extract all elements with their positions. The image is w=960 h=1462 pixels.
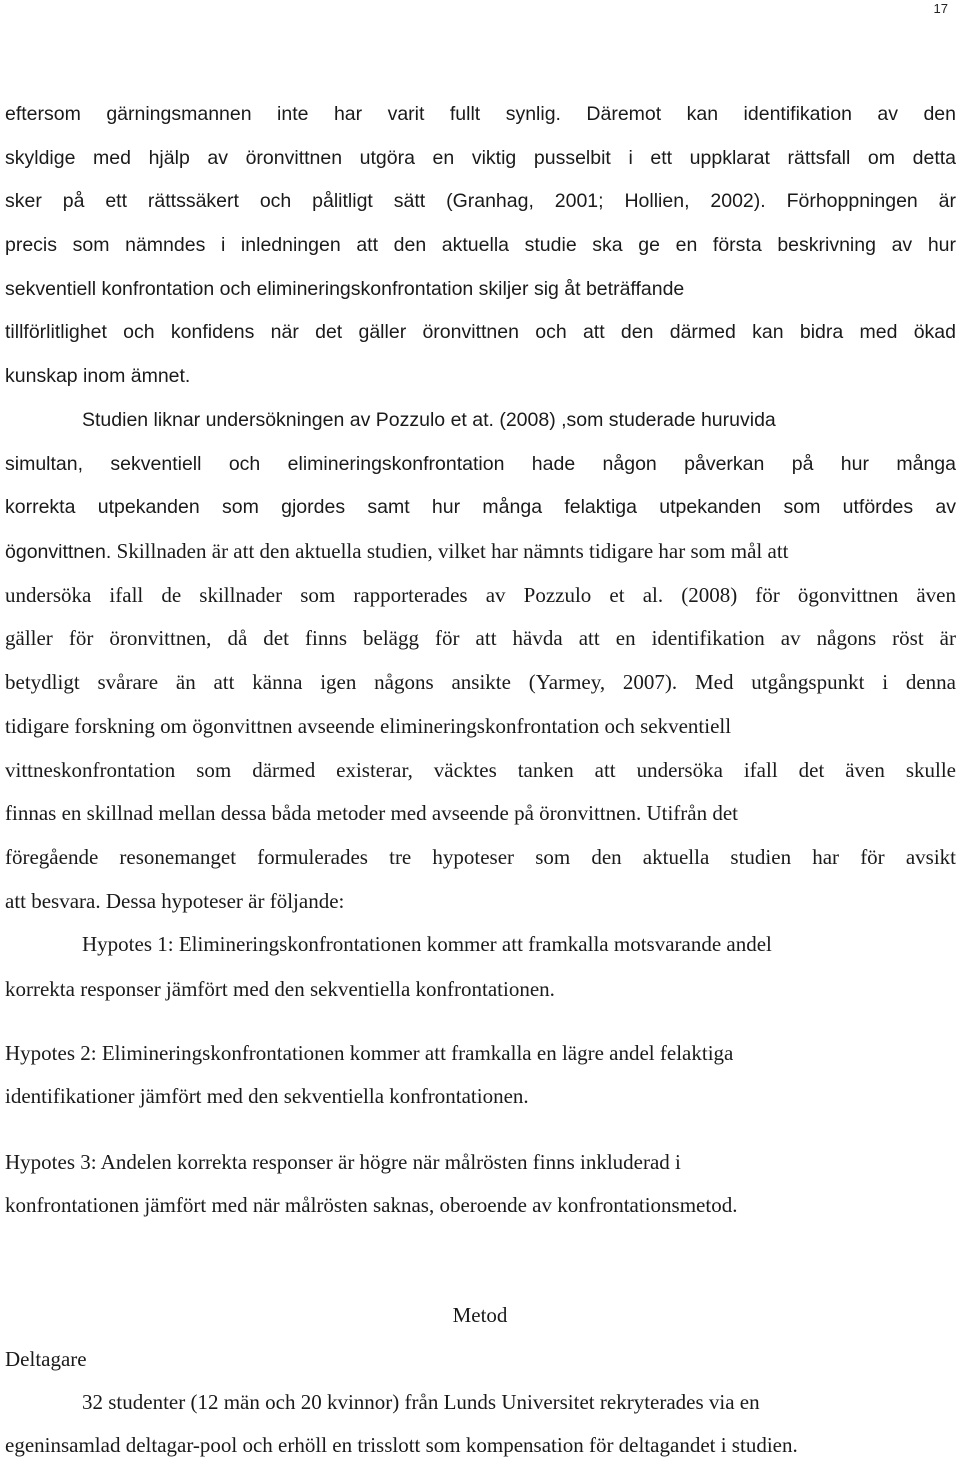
text-segment: vittneskonfrontation som därmed existerar, väcktes tanken att undersöka ifall det även skulle <box>5 758 956 782</box>
text-line <box>5 451 956 477</box>
text-line <box>5 844 956 870</box>
text-segment: finnas en skillnad mellan dessa båda metoder med avseende på öronvittnen. Utifrån det <box>5 801 739 825</box>
text-segment: ögonvittnen. <box>5 541 117 563</box>
text-segment: gäller för öronvittnen, då det finns belägg för att hävda att en identifikation av någons röst är <box>5 626 956 650</box>
text-segment: egeninsamlad deltagar-pool och erhöll en trisslott som kompensation för deltagandet i studien. <box>5 1433 798 1457</box>
text-line <box>5 538 956 565</box>
text-segment: att besvara. Dessa hypoteser är följande: <box>5 889 345 913</box>
hypothesis-1-line <box>5 976 956 1002</box>
text-segment: Hypotes 1: Elimineringskonfrontationen kommer att framkalla motsvarande andel <box>82 932 772 956</box>
hypothesis-3-line <box>5 1149 956 1175</box>
text-segment: korrekta utpekanden som gjordes samt hur många felaktiga utpekanden som utfördes av <box>5 496 956 518</box>
text-line <box>5 232 956 258</box>
text-segment: Deltagare <box>5 1347 87 1371</box>
text-segment: precis som nämndes i inledningen att den aktuella studie ska ge en första beskrivning av hur <box>5 234 956 256</box>
text-segment: Skillnaden är att den aktuella studien, vilket har nämnts tidigare har som mål att <box>116 539 789 563</box>
text-segment: Metod <box>452 1303 508 1327</box>
text-segment: Studien liknar undersökningen av Pozzulo et at. (2008) ,som studerade huruvida <box>82 409 776 431</box>
text-line <box>5 757 956 783</box>
text-line <box>5 494 956 520</box>
text-line <box>5 713 956 739</box>
text-line <box>5 145 956 171</box>
text-segment: kunskap inom ämnet. <box>5 365 191 387</box>
hypothesis-2-line <box>5 1083 956 1109</box>
text-segment: Hypotes 2: Elimineringskonfrontationen kommer att framkalla en lägre andel felaktiga <box>5 1041 734 1065</box>
text-line <box>5 363 956 389</box>
text-segment: tillförlitlighet och konfidens när det gäller öronvittnen och att den därmed kan bidra med ökad <box>5 321 956 343</box>
text-line <box>5 276 956 302</box>
text-line <box>82 1389 956 1415</box>
text-segment: tidigare forskning om ögonvittnen avseende elimineringskonfrontation och sekventiell <box>5 714 732 738</box>
text-line <box>5 101 956 127</box>
text-segment: sker på ett rättssäkert och pålitligt sätt (Granhag, 2001; Hollien, 2002). Förhoppningen är <box>5 190 956 212</box>
text-segment: betydligt svårare än att känna igen någons ansikte (Yarmey, 2007). Med utgångspunkt i denna <box>5 670 956 694</box>
text-line <box>5 669 956 695</box>
text-line <box>5 888 956 914</box>
text-segment: eftersom gärningsmannen inte har varit fullt synlig. Däremot kan identifikation av den <box>5 103 956 125</box>
text-segment: sekventiell konfrontation och elimineringskonfrontation skiljer sig åt beträffande <box>5 278 685 300</box>
text-line <box>5 800 956 826</box>
hypothesis-1-line <box>82 931 956 957</box>
section-heading-metod <box>0 1302 960 1328</box>
text-segment: skyldige med hjälp av öronvittnen utgöra en viktig pusselbit i ett uppklarat rättsfall om detta <box>5 147 956 169</box>
hypothesis-3-line <box>5 1192 956 1218</box>
text-segment: simultan, sekventiell och elimineringskonfrontation hade någon påverkan på hur många <box>5 453 956 475</box>
hypothesis-2-line <box>5 1040 956 1066</box>
text-segment: föregående resonemanget formulerades tre hypoteser som den aktuella studien har för avsikt <box>5 845 956 869</box>
text-line <box>5 188 956 214</box>
text-segment: 32 studenter (12 män och 20 kvinnor) från Lunds Universitet rekryterades via en <box>82 1390 760 1414</box>
text-segment: identifikationer jämfört med den sekventiella konfrontationen. <box>5 1084 529 1108</box>
text-line <box>5 582 956 608</box>
text-line <box>5 625 956 651</box>
text-segment: Hypotes 3: Andelen korrekta responser är högre när målrösten finns inkluderad i <box>5 1150 681 1174</box>
subheading-deltagare <box>5 1346 956 1372</box>
text-line <box>82 407 956 433</box>
text-segment: undersöka ifall de skillnader som rapporterades av Pozzulo et al. (2008) för ögonvittnen även <box>5 583 956 607</box>
page-number: 17 <box>933 1 948 16</box>
text-line <box>5 319 956 345</box>
text-segment: konfrontationen jämfört med när målrösten saknas, oberoende av konfrontationsmetod. <box>5 1193 738 1217</box>
text-segment: korrekta responser jämfört med den sekventiella konfrontationen. <box>5 977 555 1001</box>
text-line <box>5 1432 956 1458</box>
